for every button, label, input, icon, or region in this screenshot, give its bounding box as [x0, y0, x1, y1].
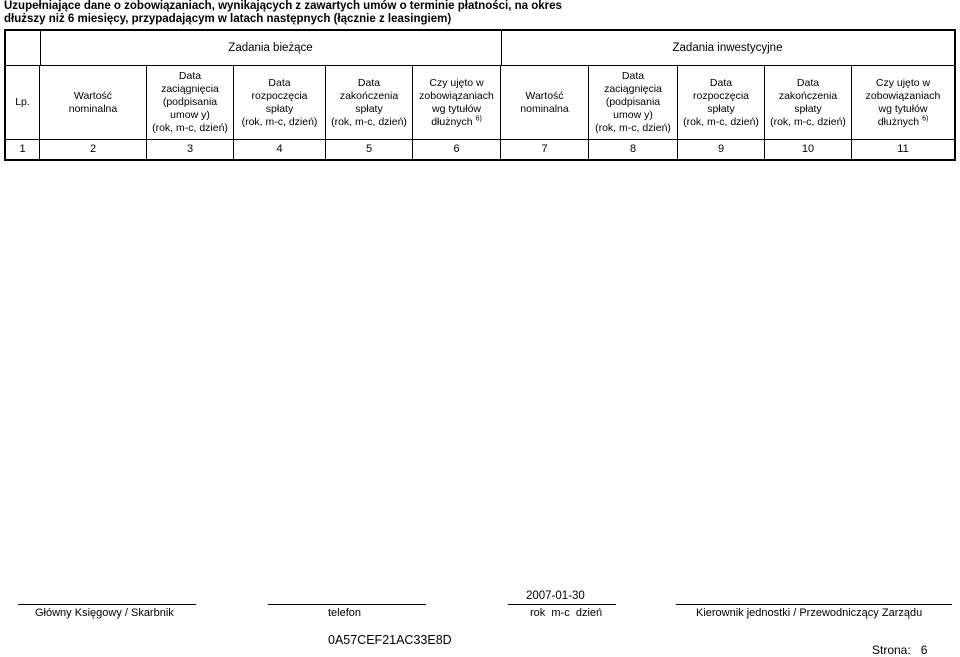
page-number: 6 — [920, 643, 928, 657]
signature-line-date — [508, 604, 616, 605]
col-header-inv-debt-instruments — [852, 66, 954, 139]
page-label: Strona: — [872, 643, 911, 657]
column-header-row — [6, 66, 954, 140]
col-header-inv-nominal-value: Wartość nominalna — [501, 66, 589, 139]
col-header-inv-debt-instruments-text: Czy ujęto w zobowiązaniach wg tytułów dłużnych — [865, 76, 941, 128]
col-header-inv-repayment-end: Data zakończenia spłaty (rok, m-c, dzień) — [765, 66, 852, 139]
col-header-inv-repayment-start: Data rozpoczęcia spłaty (rok, m-c, dzień) — [678, 66, 765, 139]
col-header-repayment-end: Data zakończenia spłaty (rok, m-c, dzień) — [326, 66, 413, 139]
col-header-debt-instruments-text: Czy ujęto w zobowiązaniach wg tytułów dłużnych — [419, 76, 494, 128]
label-unit-head: Kierownik jednostki / Przewodniczący Zarządu — [696, 607, 923, 619]
col-number: 3 — [147, 140, 234, 159]
col-number: 4 — [234, 140, 326, 159]
report-date: 2007-01-30 — [526, 590, 585, 602]
footnote-mark: 6) — [475, 115, 482, 122]
col-number: 9 — [678, 140, 765, 159]
group-header-row — [6, 31, 954, 66]
page-indicator — [872, 643, 927, 657]
document-code: 0A57CEF21AC33E8D — [328, 633, 452, 647]
col-number: 7 — [501, 140, 589, 159]
title-line-1: Uzupełniające dane o zobowiązaniach, wynikających z zawartych umów o terminie płatności, na okres — [4, 0, 562, 12]
footnote-mark: 6) — [922, 115, 929, 122]
label-date-format: rok m-c dzień — [530, 607, 603, 619]
col-header-debt-instruments — [413, 66, 501, 139]
group-current-tasks: Zadania bieżące — [40, 31, 502, 65]
col-header-inv-incurred-date: Data zaciągnięcia (podpisania umow y) (rok, m-c, dzień) — [589, 66, 678, 139]
group-investment-tasks: Zadania inwestycyjne — [672, 42, 783, 54]
col-header-incurred-date: Data zaciągnięcia (podpisania umow y) (rok, m-c, dzień) — [147, 66, 234, 139]
group-lp-spacer — [6, 31, 41, 65]
label-phone: telefon — [328, 607, 362, 619]
obligations-table — [4, 29, 956, 161]
signature-line-phone — [268, 604, 426, 605]
col-number: 2 — [40, 140, 147, 159]
label-chief-accountant: Główny Księgowy / Skarbnik — [35, 607, 174, 619]
signature-line-head — [676, 604, 952, 605]
col-number: 11 — [897, 143, 909, 155]
col-header-lp: Lp. — [6, 66, 40, 139]
signature-line-accountant — [18, 604, 196, 605]
col-number: 10 — [765, 140, 852, 159]
report-title — [4, 0, 724, 26]
title-line-2: dłuższy niż 6 miesięcy, przypadającym w latach następnych (łącznie z leasingiem) — [4, 13, 452, 25]
col-number: 6 — [413, 140, 501, 159]
col-number: 1 — [6, 140, 40, 159]
col-header-nominal-value: Wartość nominalna — [40, 66, 147, 139]
col-number: 8 — [589, 140, 678, 159]
column-number-row — [6, 140, 954, 159]
col-number: 5 — [326, 140, 413, 159]
col-header-repayment-start: Data rozpoczęcia spłaty (rok, m-c, dzień) — [234, 66, 326, 139]
